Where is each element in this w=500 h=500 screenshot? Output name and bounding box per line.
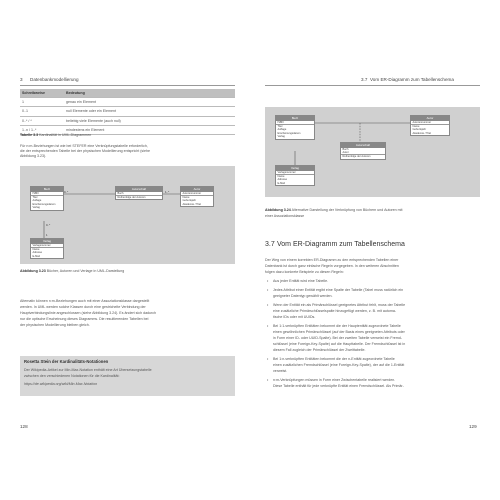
entity-attribute: Buch [117,191,124,195]
info-box-line: Der Wikipedia-Artikel zur Min-Max-Notation enthält eine Art Übersetzungstabelle [24,368,152,372]
list-item-line: einen gewöhnlichen Primärschlüssel (auf der Basis eines geeigneten Attributs oder [273,330,405,334]
entity-attribute: Autorennummer [182,191,202,195]
entity-title: Buch [31,187,63,192]
table-cell: 0..1 [20,107,64,116]
chapter-title: Datenbankmodellierung [30,77,79,82]
paragraph-line: der physischen Modellierung bleiben gleich. [20,323,90,327]
section-number: 3.7 [361,77,368,82]
table-row [20,107,235,116]
paragraph-line: folgen dazu konkrete Beispiele zu diesen Regeln: [265,270,344,274]
section-title: Vom ER-Diagramm zum Tabellenschema [370,77,454,82]
info-box-line: zwischen den verschiedenen Notationen für die Kardinalität: [24,374,120,378]
entity-attribute: Verlagsnummer [277,170,296,174]
entity-attribute: ISBN [277,120,284,124]
table-caption-label: Tabelle 3.3 [20,133,39,137]
entity-attribute: E-Mail [277,181,285,185]
entity-attribute: Reihenfolge der Autoren [341,154,385,158]
bullet-marker: • [267,357,269,361]
entity-autorschaft [115,186,163,200]
table-header-row [20,89,235,98]
list-item-line: verweist. [273,369,288,373]
entity-attribute: Adresse [277,178,288,182]
figure-caption [265,208,402,212]
page-number-right: 129 [469,424,477,429]
bullet-marker: • [267,324,269,328]
paragraph-line: nur die optische Erscheinung dieses Diagramms. Die resultierenden Tabellen bei [20,317,149,321]
paragraph-line: Alternativ können n:m-Beziehungen auch mit einer Assoziationsklasse dargestellt [20,299,150,303]
entity-title: Autorschaft [116,187,162,192]
figure-caption [20,269,124,273]
table-header-cell: Bedeutung [64,89,235,98]
table-cell: 1..n / 1..* [20,125,64,134]
table-cell: genau ein Element [64,98,235,107]
entity-buch [30,186,64,211]
list-item-line: geeigneter Datentyp gewählt werden. [273,294,333,298]
table-cell: mindestens ein Element [64,125,235,134]
entity-title: Buch [276,116,314,121]
entity-attribute: Verlag [32,206,40,210]
list-item-line: Diese Tabelle enthält für jede verknüpfte Entität einen Fremdschlüssel. Als Primär- [273,384,404,388]
entity-title: Verlag [31,239,63,244]
entity-attribute: Name [181,195,213,199]
paragraph-line: Abbildung 3.23). [20,154,47,158]
paragraph-line: Der Weg von einem korrekten ER-Diagramm zu den entsprechenden Tabellen einer [265,258,399,262]
entity-autor [180,186,214,207]
table-row [20,98,235,107]
entity-verlag [275,165,315,186]
entity-title: Autorschaft [341,143,385,148]
running-head-left [20,75,235,86]
table-cell: 1 [20,98,64,107]
entity-attribute: Geburtsjahr [412,128,427,132]
list-item: Jedes Attribut einer Entität ergibt eine Spalte der Tabelle (Tabel muss natürlich ein [273,288,404,292]
entity-attribute: Erscheinungsdatum [277,131,301,135]
section-heading-number: 3.7 [265,241,275,248]
uml-figure-3-24 [265,107,480,197]
info-box-title: Rosetta Stein der Kardinalitäts-Notationen [24,359,109,364]
table-caption-text: Kardinalität in UML-Diagrammen [39,133,92,137]
entity-attribute: Adresse [32,251,43,255]
bullet-marker: • [267,288,269,292]
figure-caption-text: Bücher, Autoren und Verlage in UML-Darstellung [46,269,125,273]
paragraph-line: werden. In UML werden solche Klassen durch eine gestrichelte Verbindung der [20,305,146,309]
info-box [20,356,235,396]
entity-buch [275,115,315,140]
info-box-link[interactable]: https://de.wikipedia.org/wiki/Min-Max-Notation [24,382,98,386]
table-caption [20,133,91,137]
entity-attribute: Geburtsjahr [182,199,197,203]
list-item-line: tische IDs oder mit UUIDs. [273,315,316,319]
figure-caption-label: Abbildung 3.24 [265,208,291,212]
entity-attribute: Titel [276,124,314,128]
bullet-marker: • [267,279,269,283]
paragraph-line: Datenbank ist durch ganz einfache Regeln vorgegeben. In den weiteren Abschnitten [265,264,399,268]
table-cell: 0..* / * [20,116,64,125]
multiplicity-label: 1..* [165,190,170,194]
entity-attribute: Verlag [277,135,285,139]
list-item: Bei 1:1-verknüpften Entitäten bekommt die der Hauptentität zugeordnete Tabelle [273,324,401,328]
entity-attribute: ISBN [32,191,39,195]
list-item-line: schlüssel (eine Foreign-Key-Spalte) auf die Haupttabelle. Der Fremdschlüssel ist in [273,342,406,346]
entity-attribute: Erscheinungsdatum [32,202,56,206]
entity-attribute: E-Mail [32,254,40,258]
list-item-line: einen zusätzlichen Fremdschlüssel (eine Foreign-Key-Spalte), der auf die 1-Entität [273,363,405,367]
entity-attribute: Akademie / Titel [182,202,201,206]
list-item: n:m-Verknüpfungen müssen in Form einer Zwischentabelle realisiert werden. [273,378,396,382]
paragraph-line: die der entsprechenden Tabelle bei der physischen Modellierung entspricht (siehe [20,149,150,153]
entity-attribute: Autorennummer [412,120,432,124]
chapter-number: 3 [20,77,23,82]
entity-autor [410,115,450,136]
entity-attribute: Auflage [32,199,42,203]
paragraph-line: Hauptverbindungslinie angeschlossen (siehe Abbildung 3.24). Es ändert sich dadurch [20,311,157,315]
bullet-marker: • [267,378,269,382]
entity-attribute: Name [411,124,449,128]
list-item-line: diesem Fall zugleich der Primärschlüssel der Zweittabelle. [273,348,366,352]
table-cell: beliebig viele Elemente (auch null) [64,116,235,125]
running-head-right [265,75,480,86]
entity-attribute: Name [276,174,314,178]
paragraph-line: Für n:m-Beziehungen ist wie bei STEFER eine Verknüpfungstabelle erforderlich, [20,144,148,148]
entity-title: Autor [411,116,449,121]
multiplicity-label: 1 [46,233,48,237]
cardinality-table [20,89,235,135]
entity-verlag [30,238,64,259]
table-row [20,116,235,125]
list-item: Aus jeder Entität wird eine Tabelle. [273,279,329,283]
uml-figure-3-23 [20,166,235,264]
list-item: Bei 1:n-verknüpften Entitäten bekommt die der n-Entität zugeordnete Tabelle [273,357,395,361]
figure-caption-line: einer Assoziationsklasse [265,214,305,218]
list-item-line: eine zusätzliche Primärschlüsselspalte hinzugefügt werden, z. B. mit automa- [273,309,397,313]
bullet-marker: • [267,303,269,307]
entity-attribute: Akademie / Titel [412,131,431,135]
multiplicity-label: 0..* [64,190,69,194]
right-page [265,75,480,425]
table-header-cell: Schreibweise [20,89,64,98]
table-cell: null Elemente oder ein Element [64,107,235,116]
figure-caption-text: Alternative Darstellung der Verknüpfung von Büchern und Autoren mit [291,208,403,212]
entity-attribute: Auflage [277,128,287,132]
section-heading-title: Vom ER-Diagramm zum Tabellenschema [277,241,405,248]
list-item: Wenn der Entität ein als Primärschlüssel geeignetes Attribut fehlt, muss der Tabelle [273,303,406,307]
figure-caption-label: Abbildung 3.23 [20,269,46,273]
multiplicity-label: 0..* [46,223,51,227]
entity-attribute: Reihenfolge der Autoren [116,195,162,199]
entity-attribute: Buch [342,147,349,151]
entity-attribute: Name [31,247,63,251]
entity-title: Verlag [276,166,314,171]
entity-attribute: Titel [31,195,63,199]
left-page [20,75,235,425]
page-number-left: 128 [20,424,28,429]
entity-attribute: Autor [342,150,349,154]
list-item-line: in Form einer ID- oder UUID-Spalte). Bei der zweiten Tabelle verweist ein Fremd- [273,336,402,340]
entity-attribute: Verlagsnummer [32,243,51,247]
entity-title: Autor [181,187,213,192]
entity-autorschaft [340,142,386,160]
